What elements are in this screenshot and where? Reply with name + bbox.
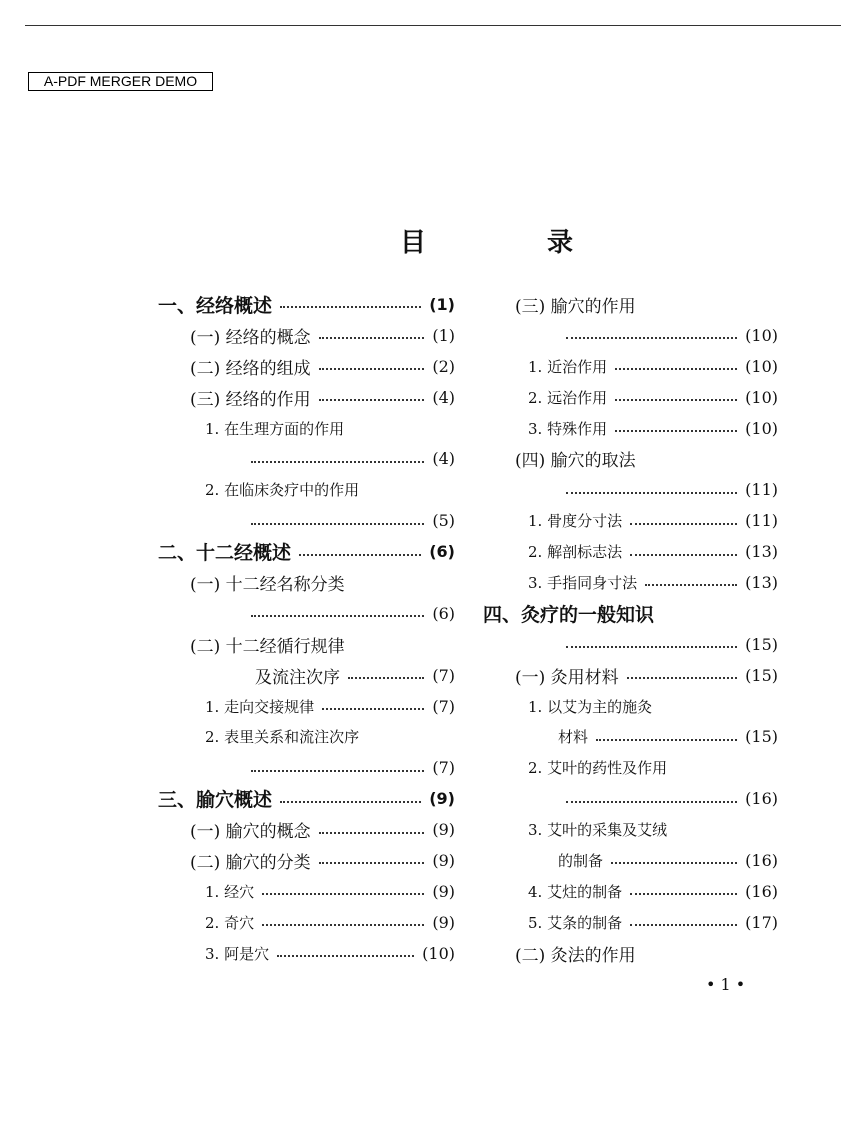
toc-entry-title: (三) 经络的作用 — [190, 389, 311, 410]
toc-entry[interactable] — [480, 320, 778, 351]
toc-entry-page: (15) — [745, 665, 778, 685]
dot-leader — [645, 584, 737, 586]
toc-entry[interactable] — [480, 814, 778, 845]
toc-entry[interactable] — [150, 691, 455, 722]
toc-entry[interactable] — [480, 505, 778, 536]
toc-entry[interactable] — [150, 443, 455, 474]
toc-entry[interactable] — [150, 382, 455, 413]
toc-entry-page: (11) — [745, 480, 778, 500]
toc-entry[interactable] — [480, 474, 778, 505]
dot-leader — [319, 862, 425, 864]
toc-entry-page: (4) — [432, 449, 455, 469]
toc-entry-title: 1. 经穴 — [205, 882, 255, 901]
dot-leader — [348, 677, 424, 679]
toc-entry[interactable] — [150, 660, 455, 691]
dot-leader — [280, 306, 421, 308]
dot-leader — [251, 770, 424, 772]
page-title: 目 录 — [400, 228, 630, 258]
toc-entry[interactable] — [150, 320, 455, 351]
toc-entry-page: (7) — [432, 758, 455, 778]
toc-entry[interactable] — [150, 845, 455, 876]
toc-entry-title: 四、灸疗的一般知识 — [483, 603, 655, 626]
toc-entry[interactable] — [480, 907, 778, 938]
dot-leader — [615, 399, 737, 401]
page-number: • 1 • — [706, 975, 746, 994]
toc-entry-title: 三、腧穴概述 — [158, 789, 273, 812]
toc-entry-page: (10) — [745, 325, 778, 345]
toc-entry-title: 3. 手指同身寸法 — [528, 573, 638, 592]
toc-entry[interactable] — [480, 783, 778, 814]
toc-entry-page: (16) — [745, 850, 778, 870]
toc-entry-title: 5. 艾条的制备 — [528, 913, 623, 932]
toc-entry-page: (7) — [432, 665, 455, 685]
toc-entry[interactable] — [480, 567, 778, 598]
dot-leader — [566, 492, 737, 494]
dot-leader — [319, 337, 425, 339]
toc-entry-page: (17) — [745, 912, 778, 932]
toc-entry-title: 1. 在生理方面的作用 — [205, 419, 345, 438]
toc-entry[interactable] — [150, 413, 455, 444]
toc-entry-title: 2. 远治作用 — [528, 388, 608, 407]
toc-entry[interactable] — [480, 598, 778, 629]
dot-leader — [566, 337, 737, 339]
toc-entry-page: (15) — [745, 634, 778, 654]
toc-entry-page: (13) — [745, 542, 778, 562]
toc-entry[interactable] — [480, 691, 778, 722]
toc-entry[interactable] — [150, 289, 455, 320]
toc-entry-title: (一) 十二经名称分类 — [190, 574, 345, 595]
dot-leader — [251, 461, 424, 463]
dot-leader — [627, 677, 737, 679]
toc-entry-title: (一) 经络的概念 — [190, 327, 311, 348]
dot-leader — [299, 554, 421, 556]
toc-entry[interactable] — [150, 474, 455, 505]
toc-entry-page: (10) — [745, 387, 778, 407]
toc-entry-title: 及流注次序 — [255, 667, 340, 688]
toc-entry-title: 3. 艾叶的采集及艾绒 — [528, 821, 668, 840]
toc-entry-page: (10) — [422, 943, 455, 963]
dot-leader — [319, 368, 425, 370]
dot-leader — [280, 801, 421, 803]
toc-entry-page: (13) — [745, 572, 778, 592]
toc-entry[interactable] — [480, 382, 778, 413]
toc-entry[interactable] — [150, 814, 455, 845]
toc-entry-title: 4. 艾炷的制备 — [528, 882, 623, 901]
toc-entry-page: (4) — [432, 387, 455, 407]
toc-entry-page: (9) — [429, 789, 455, 809]
toc-entry[interactable] — [150, 567, 455, 598]
toc-entry-title: 3. 特殊作用 — [528, 419, 608, 438]
toc-entry-page: (11) — [745, 511, 778, 531]
toc-entry[interactable] — [480, 443, 778, 474]
toc-entry[interactable] — [480, 536, 778, 567]
toc-entry-page: (10) — [745, 418, 778, 438]
toc-entry-page: (5) — [432, 511, 455, 531]
toc-left-column — [150, 289, 455, 969]
toc-entry-title: 2. 解剖标志法 — [528, 543, 623, 562]
toc-entry-page: (1) — [429, 294, 455, 314]
toc-entry-page: (9) — [432, 881, 455, 901]
watermark-label: A-PDF MERGER DEMO — [28, 72, 213, 91]
toc-entry[interactable] — [480, 938, 778, 969]
dot-leader — [630, 893, 737, 895]
toc-entry[interactable] — [480, 876, 778, 907]
dot-leader — [319, 399, 425, 401]
dot-leader — [262, 893, 424, 895]
toc-entry-page: (6) — [432, 603, 455, 623]
toc-entry[interactable] — [150, 783, 455, 814]
toc-entry[interactable] — [480, 721, 778, 752]
dot-leader — [251, 523, 424, 525]
toc-entry-title: 2. 艾叶的药性及作用 — [528, 759, 668, 778]
toc-entry-page: (10) — [745, 356, 778, 376]
toc-entry-title: 材料 — [558, 728, 589, 747]
header-rule — [25, 25, 841, 26]
toc-entry-title: (一) 灸用材料 — [515, 667, 619, 688]
dot-leader — [322, 708, 424, 710]
toc-entry-page: (1) — [432, 325, 455, 345]
toc-entry[interactable] — [480, 413, 778, 444]
toc-entry[interactable] — [150, 752, 455, 783]
toc-entry-title: 3. 阿是穴 — [205, 944, 270, 963]
toc-entry-title: (二) 十二经循行规律 — [190, 636, 345, 657]
toc-entry-title: (四) 腧穴的取法 — [515, 451, 636, 472]
dot-leader — [262, 924, 424, 926]
toc-entry-title: 1. 以艾为主的施灸 — [528, 697, 653, 716]
dot-leader — [319, 832, 425, 834]
toc-entry[interactable] — [150, 351, 455, 382]
dot-leader — [630, 554, 737, 556]
toc-entry[interactable] — [480, 629, 778, 660]
toc-entry[interactable] — [150, 629, 455, 660]
dot-leader — [566, 801, 737, 803]
toc-entry-page: (9) — [432, 850, 455, 870]
dot-leader — [277, 955, 414, 957]
toc-entry-page: (9) — [432, 912, 455, 932]
toc-entry[interactable] — [150, 536, 455, 567]
dot-leader — [596, 739, 737, 741]
toc-entry-page: (7) — [432, 696, 455, 716]
toc-entry-page: (2) — [432, 356, 455, 376]
dot-leader — [630, 523, 737, 525]
toc-entry-title: 1. 近治作用 — [528, 357, 608, 376]
dot-leader — [251, 615, 424, 617]
toc-entry-title: 2. 表里关系和流注次序 — [205, 728, 360, 747]
toc-entry-title: 的制备 — [558, 851, 604, 870]
toc-entry-page: (16) — [745, 789, 778, 809]
toc-entry-title: 2. 在临床灸疗中的作用 — [205, 481, 360, 500]
dot-leader — [630, 924, 737, 926]
toc-entry-title: (二) 灸法的作用 — [515, 945, 636, 966]
toc-entry[interactable] — [150, 876, 455, 907]
toc-entry-page: (15) — [745, 727, 778, 747]
dot-leader — [615, 368, 737, 370]
toc-entry[interactable] — [480, 289, 778, 320]
toc-entry-title: (一) 腧穴的概念 — [190, 822, 311, 843]
toc-entry-title: 1. 走向交接规律 — [205, 697, 315, 716]
toc-entry[interactable] — [150, 598, 455, 629]
toc-entry-page: (9) — [432, 820, 455, 840]
toc-entry-title: (二) 腧穴的分类 — [190, 852, 311, 873]
toc-entry-title: (二) 经络的组成 — [190, 358, 311, 379]
toc-entry-page: (16) — [745, 881, 778, 901]
toc-entry[interactable] — [480, 351, 778, 382]
toc-entry[interactable] — [480, 660, 778, 691]
dot-leader — [615, 430, 737, 432]
toc-right-column — [480, 289, 778, 969]
toc-entry-title: (三) 腧穴的作用 — [515, 296, 636, 317]
toc-entry-title: 二、十二经概述 — [158, 542, 292, 565]
dot-leader — [566, 646, 737, 648]
toc-entry-title: 1. 骨度分寸法 — [528, 512, 623, 531]
toc-entry-title: 2. 奇穴 — [205, 913, 255, 932]
toc-entry-title: 一、经络概述 — [158, 294, 273, 317]
toc-entry[interactable] — [150, 505, 455, 536]
dot-leader — [611, 862, 737, 864]
toc-entry[interactable] — [480, 845, 778, 876]
toc-entry[interactable] — [150, 907, 455, 938]
toc-entry-page: (6) — [429, 542, 455, 562]
toc-entry[interactable] — [150, 721, 455, 752]
toc-entry[interactable] — [150, 938, 455, 969]
toc-entry[interactable] — [480, 752, 778, 783]
